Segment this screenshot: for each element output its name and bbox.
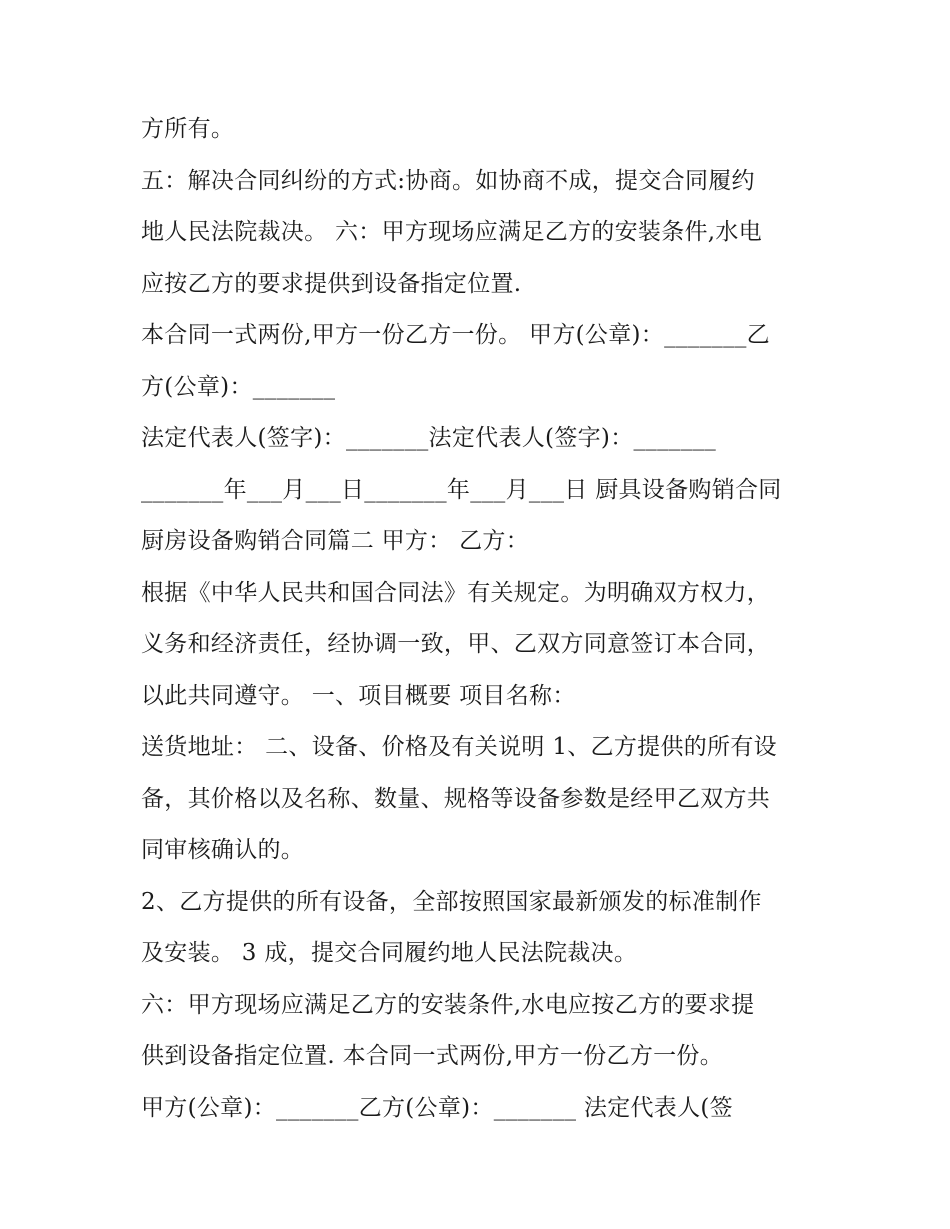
- text-line: 根据《中华人民共和国合同法》有关规定。为明确双方权力，: [141, 579, 771, 606]
- text-line: 义务和经济责任，经协调一致，甲、乙双方同意签订本合同，: [141, 631, 771, 657]
- text-line: 送货地址： 二、设备、价格及有关说明 1、乙方提供的所有设: [141, 734, 777, 760]
- text-line: 甲方(公章)：_______乙方(公章)：_______ 法定代表人(签: [141, 1094, 733, 1121]
- text-line: 本合同一式两份,甲方一份乙方一份。 甲方(公章)：_______乙: [141, 322, 770, 348]
- text-line: 应按乙方的要求提供到设备指定位置.: [141, 270, 522, 297]
- text-line: 2、乙方提供的所有设备，全部按照国家最新颁发的标准制作: [141, 888, 762, 915]
- text-line: 同审核确认的。: [141, 837, 305, 863]
- text-line: 法定代表人(签字)：_______法定代表人(签字)：_______: [141, 425, 717, 451]
- text-line: 方(公章)：_______: [141, 373, 336, 400]
- document-body: [141, 104, 821, 1134]
- text-line: 供到设备指定位置. 本合同一式两份,甲方一份乙方一份。: [141, 1043, 724, 1069]
- text-line: 六：甲方现场应满足乙方的安装条件,水电应按乙方的要求提: [141, 991, 755, 1018]
- text-line: 方所有。: [141, 116, 235, 142]
- text-line: 五：解决合同纠纷的方式:协商。如协商不成，提交合同履约: [141, 167, 755, 194]
- text-line: 及安装。 3 成，提交合同履约地人民法院裁决。: [141, 940, 638, 966]
- text-line: _______年___月___日_______年___月___日 厨具设备购销合同: [141, 476, 782, 503]
- text-line: 厨房设备购销合同篇二 甲方： 乙方：: [141, 528, 530, 554]
- text-line: 以此共同遵守。 一、项目概要 项目名称：: [141, 682, 576, 709]
- text-line: 地人民法院裁决。 六：甲方现场应满足乙方的安装条件,水电: [141, 219, 763, 245]
- text-line: 备，其价格以及名称、数量、规格等设备参数是经甲乙双方共: [141, 785, 771, 812]
